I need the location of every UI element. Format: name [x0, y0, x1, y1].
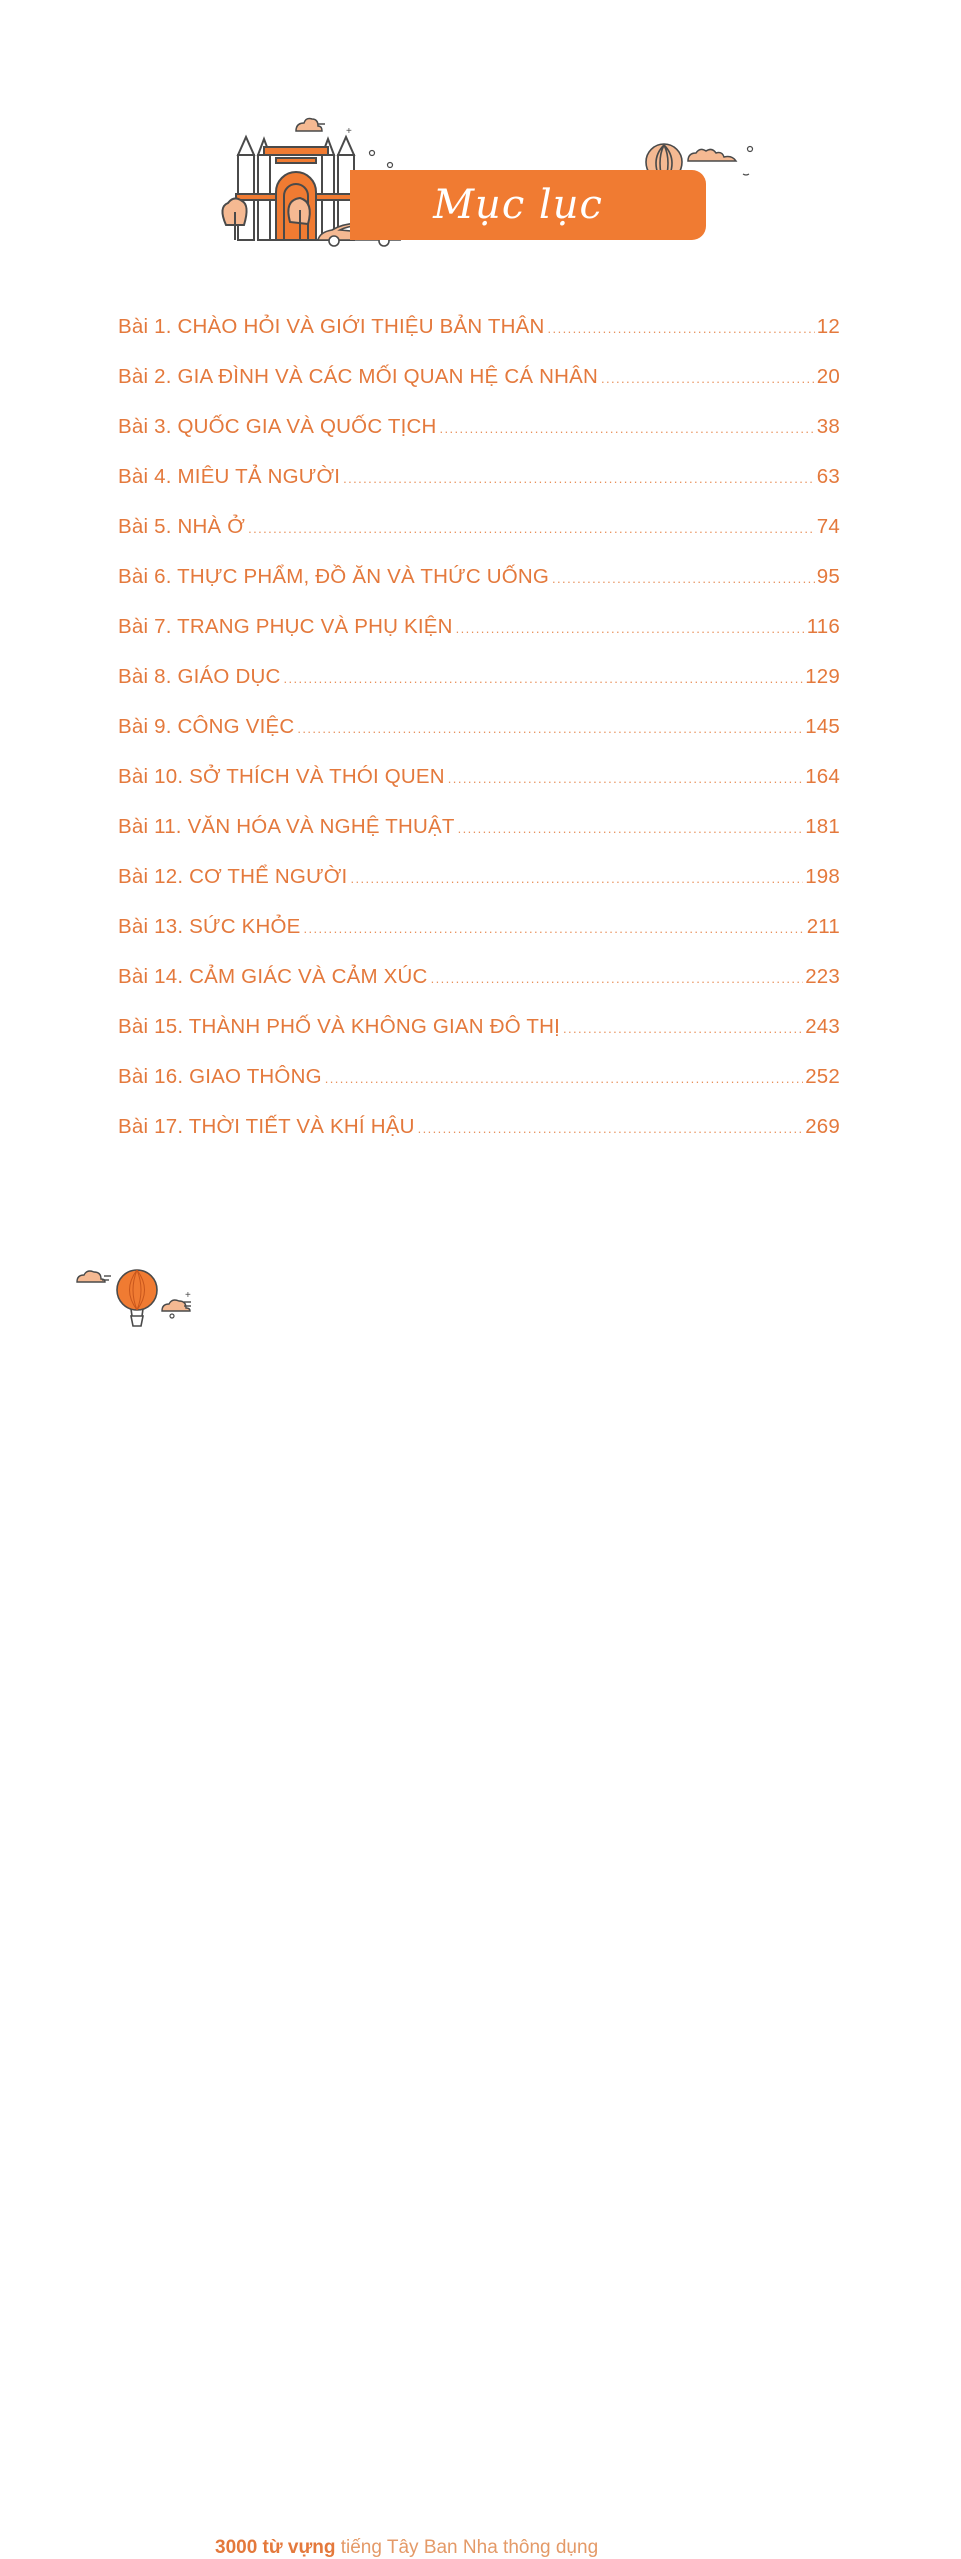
toc-entry-page: 181 [805, 815, 840, 838]
toc-entry-page: 269 [805, 1115, 840, 1138]
toc-leader-dots [325, 1062, 803, 1096]
book-title-rest: tiếng Tây Ban Nha thông dụng [335, 2537, 599, 2558]
toc-leader-dots [297, 712, 803, 746]
toc-entry[interactable] [118, 1110, 840, 1160]
toc-entry[interactable] [118, 760, 840, 810]
toc-entry-title: Bài 13. SỨC KHỎE [118, 915, 301, 938]
toc-leader-dots [343, 462, 815, 496]
toc-leader-dots [350, 862, 803, 896]
toc-leader-dots [563, 1012, 803, 1046]
gate-building-icon [236, 137, 356, 240]
toc-leader-dots [440, 412, 815, 446]
toc-entry[interactable] [118, 410, 840, 460]
toc-entry[interactable] [118, 1060, 840, 1110]
toc-entry[interactable] [118, 860, 840, 910]
toc-leader-dots [601, 362, 815, 396]
cloud-icon [77, 1271, 111, 1282]
toc-leader-dots [458, 812, 804, 846]
toc-entry-page: 243 [805, 1015, 840, 1038]
toc-entry-page: 198 [805, 865, 840, 888]
toc-leader-dots [548, 312, 815, 346]
toc-entry-title: Bài 3. QUỐC GIA VÀ QUỐC TỊCH [118, 415, 437, 438]
toc-entry-page: 74 [816, 515, 840, 538]
toc-leader-dots [448, 762, 803, 796]
toc-entry-title: Bài 8. GIÁO DỤC [118, 665, 281, 688]
toc-entry-title: Bài 11. VĂN HÓA VÀ NGHỆ THUẬT [118, 815, 455, 838]
toc-entry[interactable] [118, 910, 840, 960]
toc-entry-page: 211 [806, 915, 840, 938]
toc-entry-page: 223 [805, 965, 840, 988]
toc-entry-title: Bài 6. THỰC PHẨM, ĐỒ ĂN VÀ THỨC UỐNG [118, 565, 550, 588]
toc-entry-title: Bài 12. CƠ THỂ NGƯỜI [118, 865, 348, 888]
toc-entry-page: 129 [805, 665, 840, 688]
toc-leader-dots [284, 662, 804, 696]
header [0, 0, 961, 270]
toc-entry[interactable] [118, 710, 840, 760]
toc-entry-page: 63 [816, 465, 840, 488]
toc-entry[interactable] [118, 510, 840, 560]
cloud-icon [296, 119, 325, 132]
toc-entry-title: Bài 14. CẢM GIÁC VÀ CẢM XÚC [118, 965, 428, 988]
toc-entry-title: Bài 4. MIÊU TẢ NGƯỜI [118, 465, 341, 488]
svg-text:+: + [185, 1290, 191, 1301]
toc-entry-page: 20 [816, 365, 840, 388]
toc-entry[interactable] [118, 660, 840, 710]
toc-leader-dots [304, 912, 805, 946]
toc-entry-page: 38 [816, 415, 840, 438]
toc-entry-title: Bài 5. NHÀ Ở [118, 515, 246, 538]
toc-entry-title: Bài 16. GIAO THÔNG [118, 1065, 322, 1088]
table-of-contents [118, 310, 840, 1160]
toc-leader-dots [456, 612, 805, 646]
toc-entry[interactable] [118, 560, 840, 610]
toc-entry-title: Bài 7. TRANG PHỤC VÀ PHỤ KIỆN [118, 615, 453, 638]
footer [0, 1250, 961, 2558]
footer-illustration [0, 1250, 961, 1350]
sparkle-icon: + [346, 126, 352, 137]
toc-entry-page: 252 [805, 1065, 840, 1088]
book-title [215, 2537, 598, 2559]
toc-entry[interactable] [118, 810, 840, 860]
toc-entry-title: Bài 1. CHÀO HỎI VÀ GIỚI THIỆU BẢN THÂN [118, 315, 545, 338]
toc-entry[interactable] [118, 610, 840, 660]
title-banner [350, 170, 706, 240]
toc-leader-dots [248, 512, 815, 546]
toc-entry[interactable] [118, 310, 840, 360]
toc-entry[interactable] [118, 360, 840, 410]
hot-air-balloon-icon [117, 1270, 157, 1326]
toc-entry-title: Bài 2. GIA ĐÌNH VÀ CÁC MỐI QUAN HỆ CÁ NHÂN [118, 365, 598, 388]
toc-entry[interactable] [118, 460, 840, 510]
toc-entry-title: Bài 15. THÀNH PHỐ VÀ KHÔNG GIAN ĐÔ THỊ [118, 1015, 560, 1038]
page-title: Mục lục [433, 182, 603, 228]
toc-entry-page: 164 [805, 765, 840, 788]
toc-entry-page: 145 [805, 715, 840, 738]
toc-entry-page: 95 [816, 565, 840, 588]
toc-entry-title: Bài 10. SỞ THÍCH VÀ THÓI QUEN [118, 765, 445, 788]
toc-leader-dots [431, 962, 804, 996]
page-number: 10 [128, 2531, 146, 2548]
toc-leader-dots [418, 1112, 804, 1146]
toc-leader-dots [552, 562, 815, 596]
toc-entry-page: 12 [816, 315, 840, 338]
toc-entry[interactable] [118, 960, 840, 1010]
book-title-bold: 3000 từ vựng [215, 2537, 336, 2558]
toc-entry-page: 116 [806, 615, 840, 638]
toc-entry-title: Bài 17. THỜI TIẾT VÀ KHÍ HẬU [118, 1115, 415, 1138]
cloud-icon [162, 1290, 191, 1318]
toc-entry[interactable] [118, 1010, 840, 1060]
toc-entry-title: Bài 9. CÔNG VIỆC [118, 715, 295, 738]
